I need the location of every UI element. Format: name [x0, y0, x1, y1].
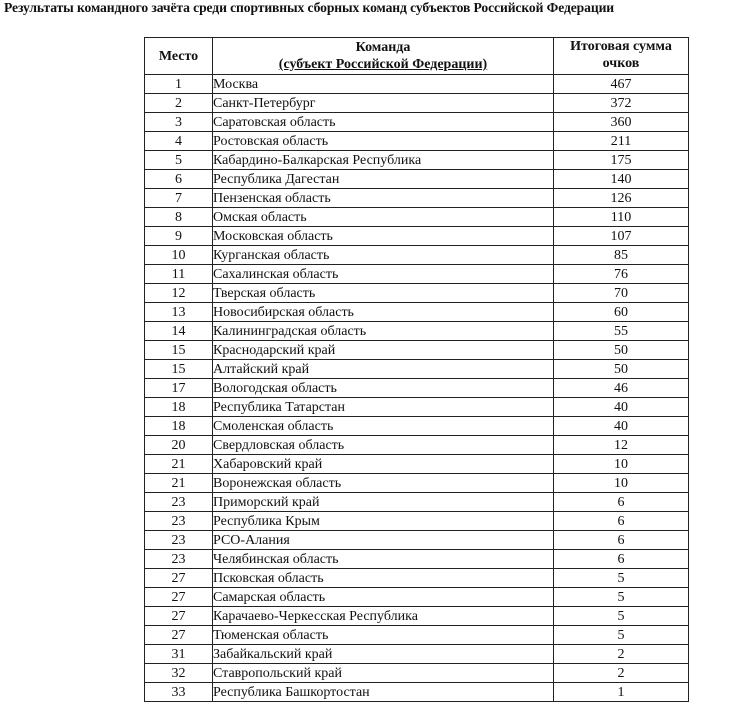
team-cell: Карачаево-Черкесская Республика: [213, 607, 554, 626]
score-cell: 50: [554, 341, 689, 360]
score-cell: 5: [554, 569, 689, 588]
table-row: [145, 626, 689, 645]
score-cell: 6: [554, 531, 689, 550]
place-cell: 17: [145, 379, 213, 398]
team-cell: Воронежская область: [213, 474, 554, 493]
team-cell: Пензенская область: [213, 189, 554, 208]
table-row: [145, 303, 689, 322]
header-team: [213, 38, 554, 75]
score-cell: 76: [554, 265, 689, 284]
table-row: [145, 436, 689, 455]
score-cell: 107: [554, 227, 689, 246]
table-row: [145, 550, 689, 569]
table-row: [145, 265, 689, 284]
table-row: [145, 417, 689, 436]
team-cell: Сахалинская область: [213, 265, 554, 284]
table-row: [145, 379, 689, 398]
place-cell: 23: [145, 493, 213, 512]
table-row: [145, 683, 689, 702]
team-cell: Саратовская область: [213, 113, 554, 132]
score-cell: 70: [554, 284, 689, 303]
score-cell: 60: [554, 303, 689, 322]
score-cell: 110: [554, 208, 689, 227]
place-cell: 13: [145, 303, 213, 322]
place-cell: 27: [145, 607, 213, 626]
team-cell: Хабаровский край: [213, 455, 554, 474]
table-row: [145, 189, 689, 208]
table-row: [145, 455, 689, 474]
place-cell: 1: [145, 75, 213, 94]
score-cell: 6: [554, 512, 689, 531]
table-row: [145, 588, 689, 607]
score-cell: 10: [554, 455, 689, 474]
team-cell: Свердловская область: [213, 436, 554, 455]
header-place: Место: [145, 38, 213, 75]
table-row: [145, 645, 689, 664]
table-row: [145, 113, 689, 132]
score-cell: 46: [554, 379, 689, 398]
place-cell: 6: [145, 170, 213, 189]
score-cell: 50: [554, 360, 689, 379]
place-cell: 23: [145, 531, 213, 550]
table-row: [145, 322, 689, 341]
place-cell: 4: [145, 132, 213, 151]
place-cell: 7: [145, 189, 213, 208]
place-cell: 12: [145, 284, 213, 303]
team-cell: Ростовская область: [213, 132, 554, 151]
team-cell: Вологодская область: [213, 379, 554, 398]
table-row: [145, 512, 689, 531]
place-cell: 5: [145, 151, 213, 170]
team-cell: Москва: [213, 75, 554, 94]
place-cell: 2: [145, 94, 213, 113]
header-row: [145, 38, 689, 75]
table-header: [145, 38, 689, 75]
score-cell: 6: [554, 550, 689, 569]
team-cell: Московская область: [213, 227, 554, 246]
score-cell: 40: [554, 417, 689, 436]
score-cell: 40: [554, 398, 689, 417]
score-cell: 5: [554, 588, 689, 607]
page-title: Результаты командного зачёта среди спортивных сборных команд субъектов Российской Федерации: [4, 0, 615, 15]
team-cell: РСО-Алания: [213, 531, 554, 550]
score-cell: 55: [554, 322, 689, 341]
place-cell: 9: [145, 227, 213, 246]
team-cell: Тюменская область: [213, 626, 554, 645]
place-cell: 10: [145, 246, 213, 265]
place-cell: 18: [145, 417, 213, 436]
score-cell: 2: [554, 645, 689, 664]
place-cell: 23: [145, 512, 213, 531]
table-row: [145, 341, 689, 360]
team-cell: Санкт-Петербург: [213, 94, 554, 113]
team-cell: Республика Башкортостан: [213, 683, 554, 702]
table-row: [145, 170, 689, 189]
score-cell: 12: [554, 436, 689, 455]
table-row: [145, 664, 689, 683]
table-row: [145, 531, 689, 550]
score-cell: 126: [554, 189, 689, 208]
place-cell: 27: [145, 569, 213, 588]
score-cell: 372: [554, 94, 689, 113]
score-cell: 467: [554, 75, 689, 94]
place-cell: 15: [145, 360, 213, 379]
table-row: [145, 493, 689, 512]
team-cell: Калининградская область: [213, 322, 554, 341]
table-row: [145, 208, 689, 227]
place-cell: 23: [145, 550, 213, 569]
results-table: [144, 37, 689, 702]
place-cell: 21: [145, 474, 213, 493]
team-cell: Приморский край: [213, 493, 554, 512]
place-cell: 15: [145, 341, 213, 360]
team-cell: Псковская область: [213, 569, 554, 588]
place-cell: 14: [145, 322, 213, 341]
table-row: [145, 75, 689, 94]
team-cell: Тверская область: [213, 284, 554, 303]
team-cell: Челябинская область: [213, 550, 554, 569]
score-cell: 175: [554, 151, 689, 170]
place-cell: 21: [145, 455, 213, 474]
team-cell: Новосибирская область: [213, 303, 554, 322]
place-cell: 32: [145, 664, 213, 683]
table-row: [145, 151, 689, 170]
header-score: Итоговая сумма очков: [554, 38, 689, 75]
team-cell: Республика Крым: [213, 512, 554, 531]
place-cell: 31: [145, 645, 213, 664]
table-row: [145, 227, 689, 246]
header-team-line1: Команда: [355, 40, 411, 55]
table-row: [145, 360, 689, 379]
score-cell: 1: [554, 683, 689, 702]
team-cell: Омская область: [213, 208, 554, 227]
place-cell: 18: [145, 398, 213, 417]
table-row: [145, 607, 689, 626]
place-cell: 11: [145, 265, 213, 284]
score-cell: 5: [554, 626, 689, 645]
score-cell: 5: [554, 607, 689, 626]
table-row: [145, 94, 689, 113]
table-row: [145, 398, 689, 417]
score-cell: 140: [554, 170, 689, 189]
score-cell: 360: [554, 113, 689, 132]
score-cell: 6: [554, 493, 689, 512]
place-cell: 33: [145, 683, 213, 702]
team-cell: Республика Дагестан: [213, 170, 554, 189]
table-body: [145, 75, 689, 702]
team-cell: Краснодарский край: [213, 341, 554, 360]
score-cell: 2: [554, 664, 689, 683]
score-cell: 211: [554, 132, 689, 151]
team-cell: Кабардино-Балкарская Республика: [213, 151, 554, 170]
team-cell: Самарская область: [213, 588, 554, 607]
place-cell: 20: [145, 436, 213, 455]
team-cell: Курганская область: [213, 246, 554, 265]
score-cell: 10: [554, 474, 689, 493]
header-team-line2: (субъект Российской Федерации): [278, 57, 488, 72]
place-cell: 8: [145, 208, 213, 227]
team-cell: Ставропольский край: [213, 664, 554, 683]
table-row: [145, 284, 689, 303]
score-cell: 85: [554, 246, 689, 265]
place-cell: 27: [145, 626, 213, 645]
table-row: [145, 474, 689, 493]
table-row: [145, 569, 689, 588]
team-cell: Забайкальский край: [213, 645, 554, 664]
team-cell: Республика Татарстан: [213, 398, 554, 417]
team-cell: Алтайский край: [213, 360, 554, 379]
place-cell: 3: [145, 113, 213, 132]
team-cell: Смоленская область: [213, 417, 554, 436]
table-row: [145, 132, 689, 151]
table-row: [145, 246, 689, 265]
place-cell: 27: [145, 588, 213, 607]
